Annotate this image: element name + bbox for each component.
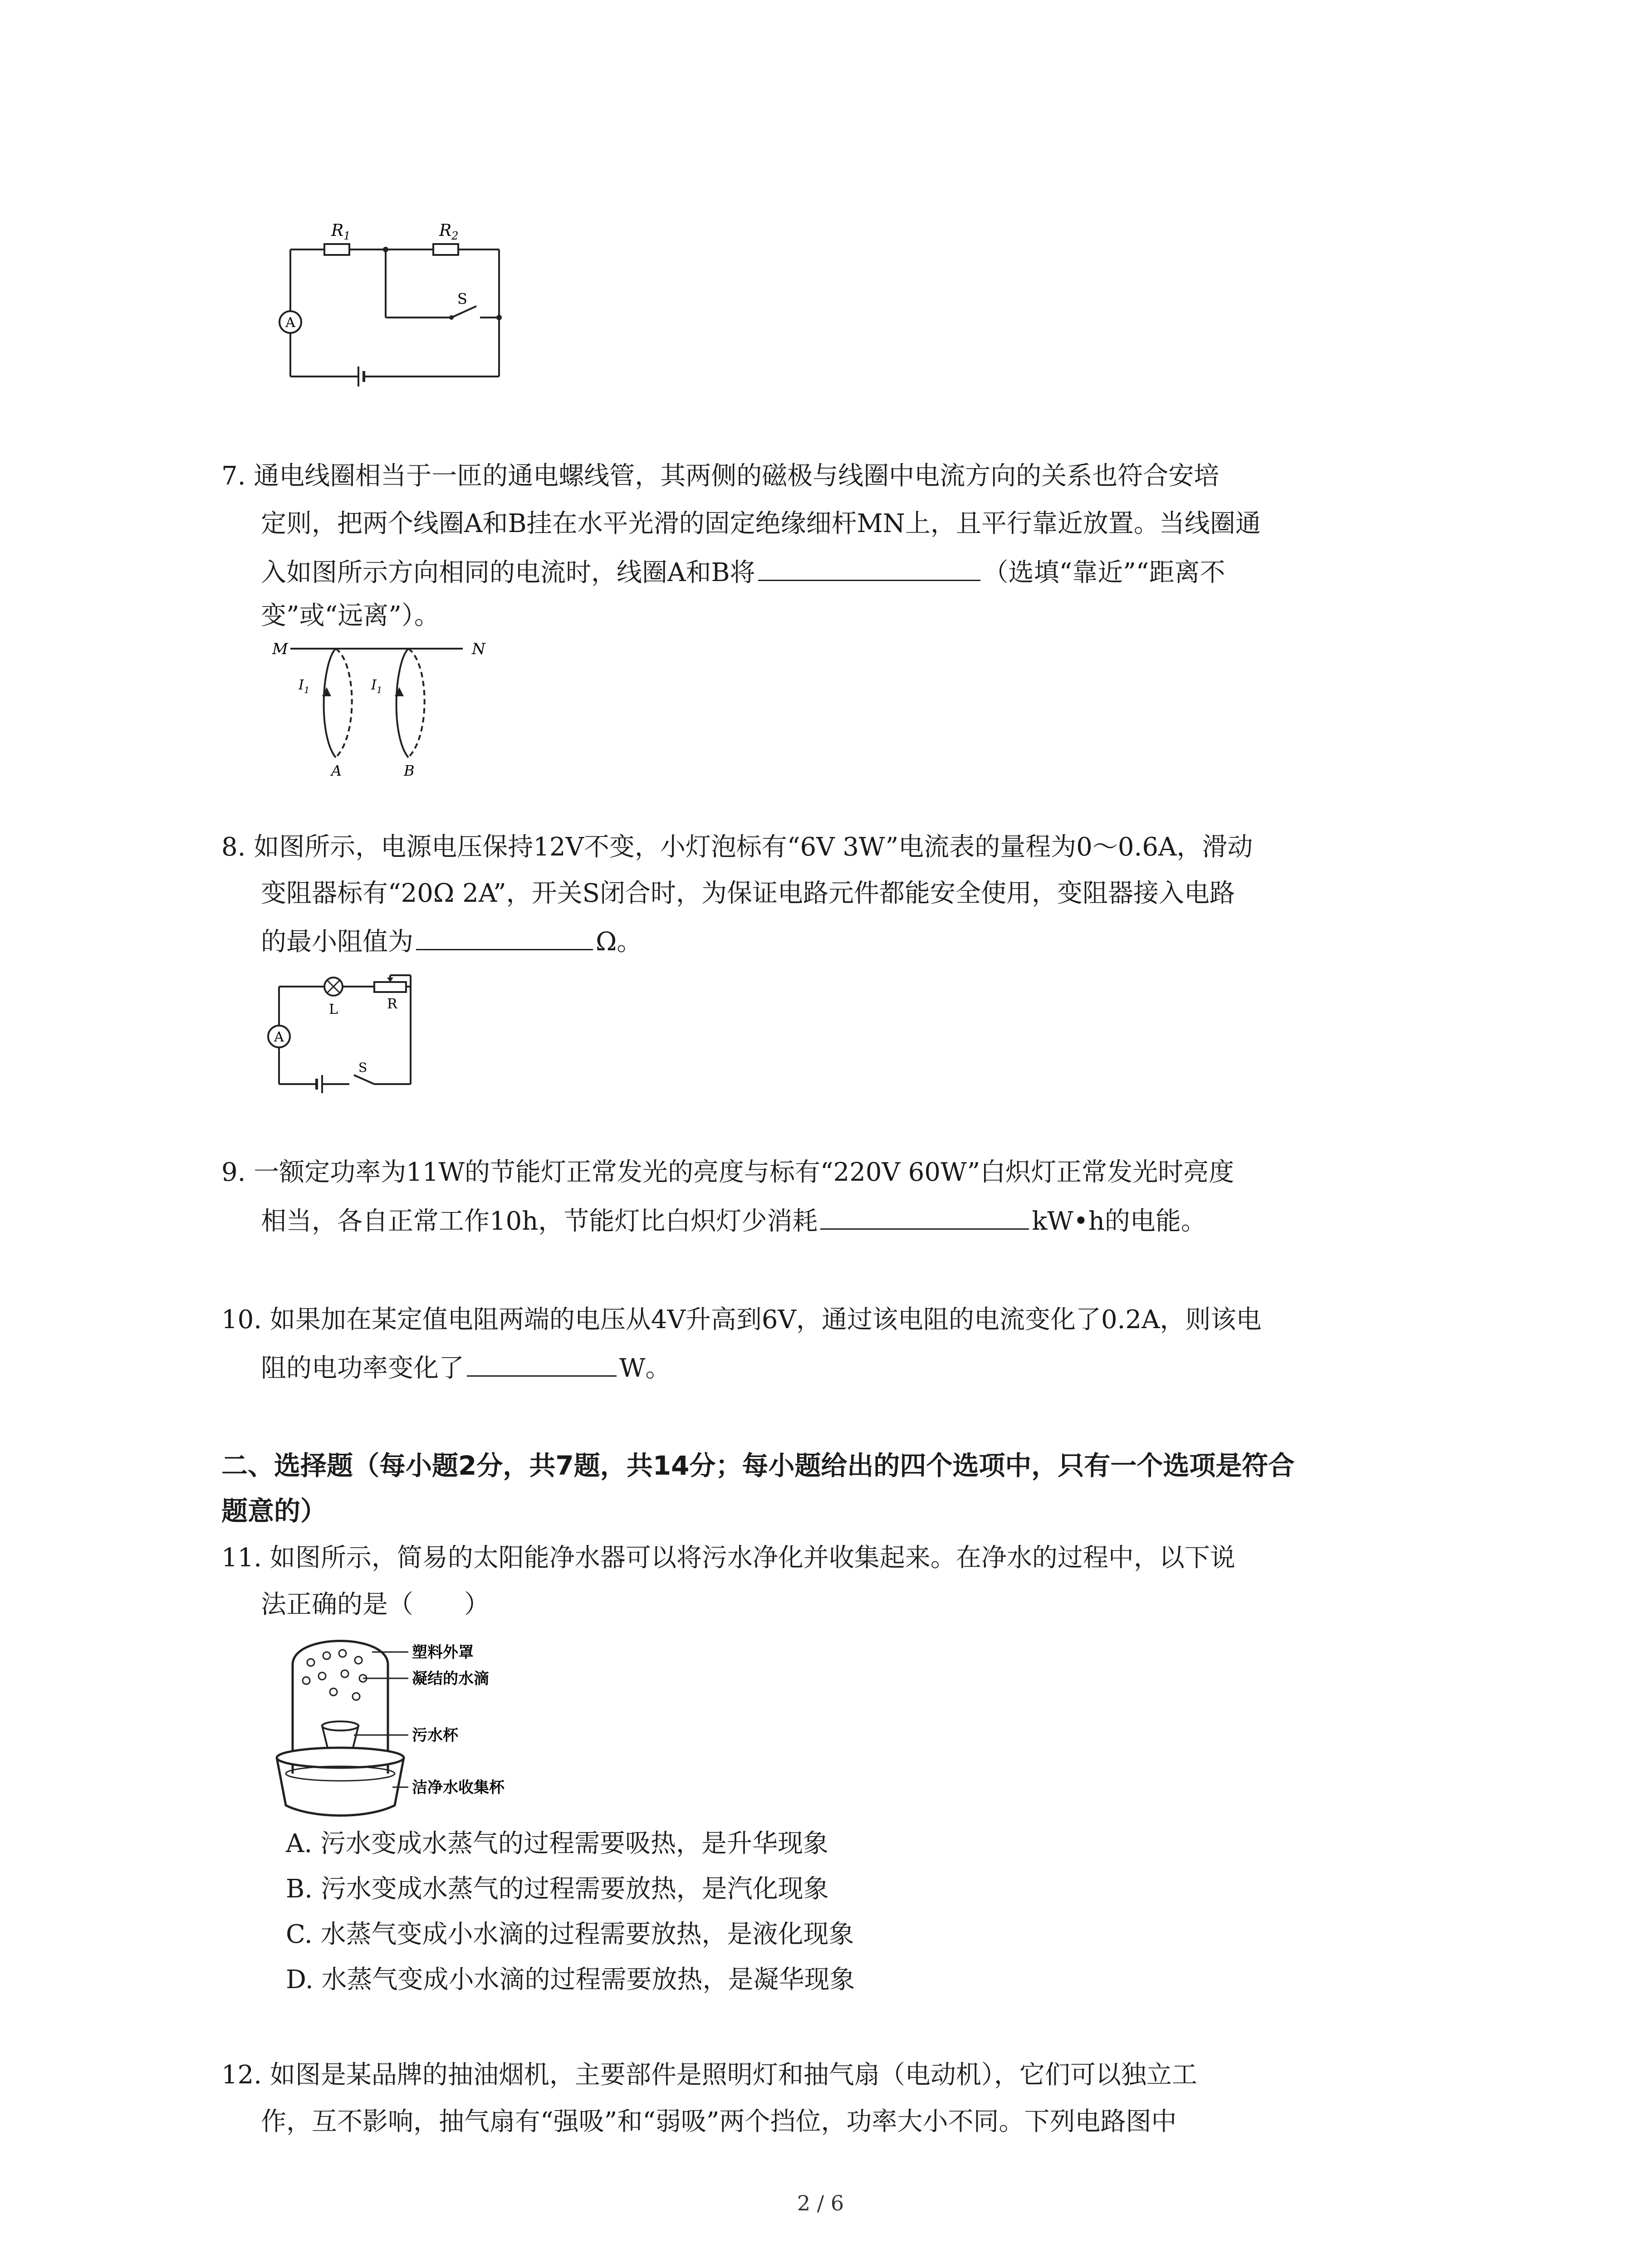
q12-line-2: 作，互不影响，抽气扇有“强吸”和“弱吸”两个挡位，功率大小不同。下列电路图中 [261,2107,1177,2136]
q11-option-a[interactable]: A. 污水变成水蒸气的过程需要吸热，是升华现象 [286,1829,829,1858]
coil-a-label: A [331,762,342,779]
q9-line-1: 9. 一额定功率为11W的节能灯正常发光的亮度与标有“220V 60W”白炽灯正常发光时亮度 [221,1158,1234,1187]
q11-option-c[interactable]: C. 水蒸气变成小水滴的过程需要放热，是液化现象 [286,1920,854,1949]
q10-line-2-unit: W。 [619,1354,671,1383]
rheostat-label: R [387,996,397,1012]
q11-line-1: 11. 如图所示，简易的太阳能净水器可以将污水净化并收集起来。在净水的过程中，以下说 [221,1543,1235,1573]
r1-subscript: 1 [343,230,351,242]
switch-label: S [358,1060,367,1075]
q11-option-b[interactable]: B. 污水变成水蒸气的过程需要放热，是汽化现象 [286,1874,829,1904]
q7-line-2: 定则，把两个线圈A和B挂在水平光滑的固定绝缘细杆MN上，且平行靠近放置。当线圈通 [261,509,1261,538]
svg-text:I1 [298,677,310,695]
q7-answer-blank[interactable] [758,552,980,581]
q8-line-3-text: 的最小阻值为 [261,927,413,957]
q10-answer-blank[interactable] [467,1348,617,1377]
label-dirty-water-cup: 污水杯 [412,1726,458,1745]
q9-line-2-unit: kW•h的电能。 [1032,1207,1206,1236]
q11-option-d[interactable]: D. 水蒸气变成小水滴的过程需要放热，是凝华现象 [286,1965,855,1994]
label-clean-water-cup: 洁净水收集杯 [412,1779,505,1797]
q7-line-3-text-b: （选填“靠近”“距离不 [983,558,1225,587]
r1-label: R [331,221,344,240]
r2-label: R [439,221,452,240]
label-condensed-drops: 凝结的水滴 [412,1670,489,1688]
label-plastic-cover: 塑料外罩 [412,1643,474,1662]
q10-line-2 [261,1348,671,1387]
q7-line-3 [261,552,1225,591]
q8-line-2: 变阻器标有“20Ω 2A”，开关S闭合时，为保证电路元件都能安全使用，变阻器接入电路 [261,879,1235,908]
q7-coils-diagram [263,635,517,780]
q7-line-4: 变”或“远离”）。 [261,601,440,631]
rod-end-m: M [272,640,288,658]
section-2-heading-line-2: 题意的） [221,1496,327,1526]
q8-line-3-unit: Ω。 [596,927,642,957]
current-label-b: I [371,677,377,693]
q7-line-1: 7. 通电线圈相当于一匝的通电螺线管，其两侧的磁极与线圈中电流方向的关系也符合安培 [221,461,1220,491]
coil-b-label: B [404,762,415,779]
q11-purifier-diagram [268,1628,603,1823]
q7-line-3-text: 入如图所示方向相同的电流时，线圈A和B将 [261,558,755,587]
q9-line-2 [261,1201,1206,1240]
q12-line-1: 12. 如图是某品牌的抽油烟机，主要部件是照明灯和抽气扇（电动机），它们可以独立工 [221,2060,1197,2090]
page-number: 2 / 6 [797,2191,844,2215]
ammeter-label: A [274,1029,284,1045]
q9-line-2-text: 相当，各自正常工作10h，节能灯比白炽灯少消耗 [261,1207,818,1236]
q8-answer-blank[interactable] [416,922,593,950]
q10-line-2-text: 阻的电功率变化了 [261,1354,464,1383]
ammeter-label: A [285,315,295,331]
r2-subscript: 2 [451,230,459,242]
q10-line-1: 10. 如果加在某定值电阻两端的电压从4V升高到6V，通过该电阻的电流变化了0.2A，则该电 [221,1305,1262,1334]
section-2-heading-line-1: 二、选择题（每小题2分，共7题，共14分；每小题给出的四个选项中，只有一个选项是符合 [221,1450,1295,1481]
svg-text:I1 [371,677,382,695]
current-sub-b: 1 [376,684,382,695]
q6-circuit-diagram [268,213,522,395]
q8-line-1: 8. 如图所示，电源电压保持12V不变，小灯泡标有“6V 3W”电流表的量程为0～0.6A，滑动 [221,832,1253,862]
svg-text:R1 [331,221,350,242]
switch-label: S [457,290,467,308]
q8-circuit-diagram [261,964,460,1100]
rod-end-n: N [472,640,485,658]
q9-answer-blank[interactable] [820,1201,1029,1230]
current-sub-a: 1 [304,684,310,695]
svg-text:R2 [439,221,458,242]
q11-line-2: 法正确的是（ ） [261,1590,490,1619]
q8-line-3 [261,922,642,960]
current-label-a: I [299,677,304,693]
lamp-label: L [329,1002,338,1017]
